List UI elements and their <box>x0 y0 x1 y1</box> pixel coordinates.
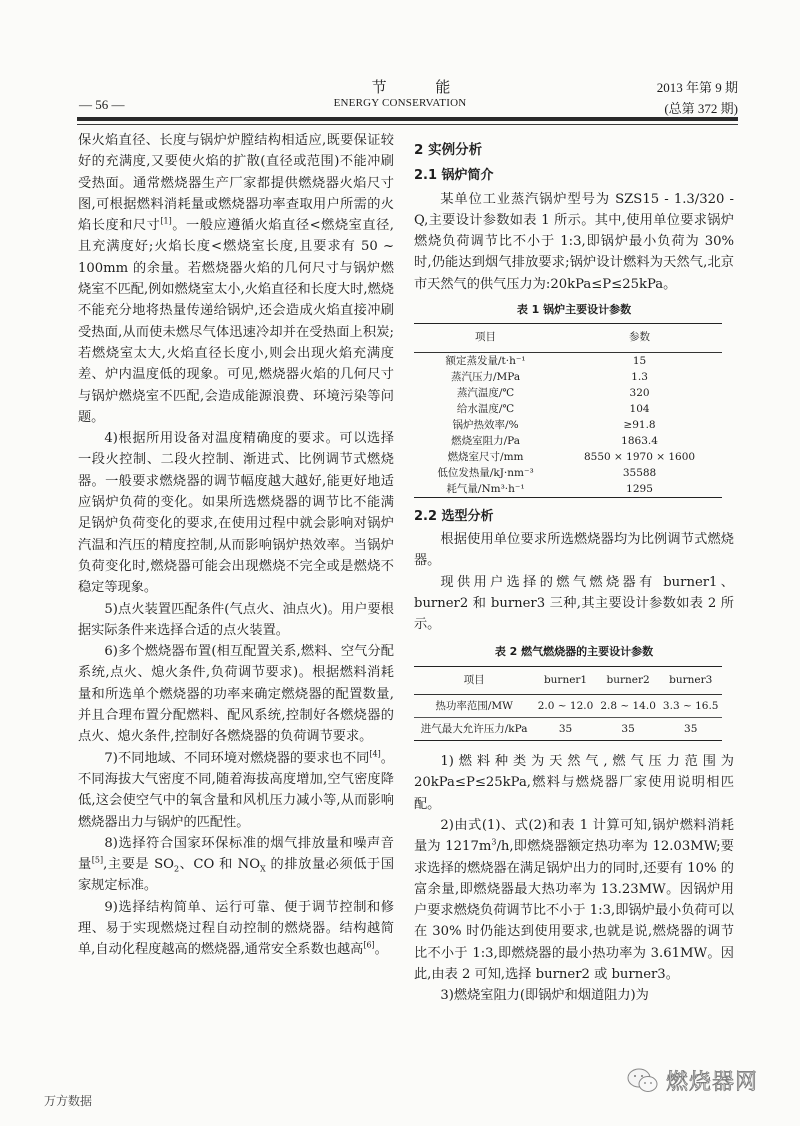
table-row <box>414 352 722 369</box>
text: 的排放量必须低于国家规定标准。 <box>78 857 395 894</box>
table-row <box>414 385 722 401</box>
source-label: 万方数据 <box>44 1094 93 1108</box>
table-cell: 1863.4 <box>621 434 658 447</box>
table-burner-parameters <box>414 666 722 741</box>
table-row <box>414 465 722 481</box>
table-cell: 1.3 <box>631 370 648 383</box>
subscript: X <box>260 864 266 874</box>
table-cell: 35 <box>621 723 635 736</box>
table-cell: 8550 × 1970 × 1600 <box>583 450 696 463</box>
table-row <box>414 481 722 498</box>
table-cell: 35 <box>684 723 698 736</box>
paragraph-item-4: 4)根据所用设备对温度精确度的要求。可以选择一段火控制、二段火控制、渐进式、比例调节式燃烧器。一般要求燃烧器的调节幅度越大越好,能更好地适应锅炉负荷的变化。如果所选燃烧器的调节比不能满足锅炉负荷变化的要求,在使用过程中就会影响对锅炉汽温和汽压的精度控制,从而影响锅炉热效率。当锅炉负荷变化时,燃烧器可能会出现燃烧不完全或是燃烧不稳定等现象。 <box>78 431 394 596</box>
table1-caption: 表 1 锅炉主要设计参数 <box>516 303 632 317</box>
journal-title-cn: 节 能 <box>371 78 473 96</box>
table-cell: 燃烧室阻力/Pa <box>451 434 520 447</box>
superscript: 3 <box>491 837 497 847</box>
table-cell: 额定蒸发量/t·h⁻¹ <box>445 354 526 367</box>
table-header: 项目 <box>463 673 485 686</box>
paragraph-item-8 <box>78 833 394 897</box>
table-header: burner3 <box>669 673 713 686</box>
text: 。一般应遵循火焰直径<燃烧室直径,且充满度好;火焰长度<燃烧室长度,且要求有 50 ~ 100mm 的余量。若燃烧器火焰的几何尺寸与锅炉燃烧室不匹配,例如燃烧室太小,火焰直径和长度大时,燃烧不能充分地将热量传递给锅炉,还会造成火焰直接冲刷受热面,从而使未燃尽气体迅速冷却并在受热面上积炭;若燃烧室太大,火焰直径长度小,则会出现火焰充满度差、炉内温度低的现象。可见,燃烧器火焰的几何尺寸与锅炉燃烧室不匹配,会造成能源浪费、环境污染等问题。 <box>78 218 395 425</box>
paragraph-item-9 <box>78 897 394 961</box>
table-row <box>414 433 722 449</box>
paragraph-item-7 <box>78 748 394 833</box>
watermark-text: 燃烧器网 <box>666 1070 759 1095</box>
table-cell: 耗气量/Nm³·h⁻¹ <box>446 482 525 495</box>
text: 9)选择结构简单、运行可靠、便于调节控制和修理、易于实现燃烧过程自动控制的燃烧器。结构越简单,自动化程度越高的燃烧器,通常安全系数也越高 <box>78 899 394 958</box>
table-cell: 15 <box>632 354 647 367</box>
text: 8)选择符合国家环保标准的烟气排放量和噪声音量 <box>78 835 394 873</box>
table-cell: 35 <box>558 723 573 736</box>
table-cell: 1295 <box>626 482 653 495</box>
paragraph-select-2: 现供用户选择的燃气燃烧器有 burner1、burner2 和 burner3 三种,其主要设计参数如表 2 所示。 <box>414 574 734 633</box>
table2-caption: 表 2 燃气燃烧器的主要设计参数 <box>494 645 654 659</box>
table-cell: 燃烧室尺寸/mm <box>447 450 524 463</box>
table-cell: 2.0 ~ 12.0 <box>534 695 597 718</box>
table-cell: 3.3 ~ 16.5 <box>659 695 722 718</box>
table-cell: 2.8 ~ 14.0 <box>597 695 660 718</box>
table-header-row <box>414 666 722 694</box>
table-boiler-parameters <box>414 323 722 497</box>
table-header: burner1 <box>543 673 588 686</box>
table-cell: 320 <box>629 386 650 399</box>
header-rule-thin <box>77 124 738 125</box>
issue-number: 2013 年第 9 期 <box>656 80 738 95</box>
table-cell: 蒸汽压力/MPa <box>450 370 521 383</box>
left-column <box>78 130 394 961</box>
table-header: 项目 <box>475 331 497 344</box>
subscript: 2 <box>173 864 180 874</box>
table-row <box>414 449 722 465</box>
section-heading-2-2: 2.2 选型分析 <box>414 508 494 524</box>
paragraph-boiler-intro: 某单位工业蒸汽锅炉型号为 SZS15 - 1.3/320 - Q,主要设计参数如表 1 所示。其中,使用单位要求锅炉燃烧负荷调节比不小于 1:3,即锅炉最小负荷为 30% 时,仍能达到烟气排放要求;锅炉设计燃料为天然气,北京市天然气的供气压力为:20kPa≤P≤25kPa。 <box>414 191 734 292</box>
page-number: — 56 — <box>79 97 125 112</box>
paragraph-item-5: 5)点火装置匹配条件(气点火、油点火)。用户要根据实际条件来选择合适的点火装置。 <box>78 601 394 638</box>
paragraph-item-6: 6)多个燃烧器布置(相互配置关系,燃料、空气分配系统,点火、熄火条件,负荷调节要求)。根据燃料消耗量和所选单个燃烧器的功率来确定燃烧器的配置数量,并且合理布置分配燃料、配风系统,控制好各燃烧器的点火、熄火条件,控制好各燃烧器的负荷调节要求。 <box>78 644 394 745</box>
paragraph-flame-size <box>78 130 394 428</box>
table-header: 参数 <box>629 331 651 344</box>
table-cell: 锅炉热效率/% <box>452 418 519 431</box>
table-cell: 104 <box>629 402 650 415</box>
table-cell: 给水温度/℃ <box>456 402 515 415</box>
text: 。 <box>374 942 388 958</box>
table-row <box>414 401 722 417</box>
text: /h,即燃烧器额定热功率为 12.03MW;要求选择的燃烧器在满足锅炉出力的同时,还要有 10% 的富余量,即燃烧器最大热功率为 13.23MW。因锅炉用户要求燃烧负荷调节比不小于 1:3,即锅炉最小负荷可以在 30% 时仍能达到使用要求,也就是说,燃烧器的调节比不小于 1:3,即燃烧器的最小热功率为 3.61MW。因此,由表 2 可知,选择 burner2 或 burner3。 <box>414 839 734 983</box>
table-row <box>414 369 722 385</box>
table-cell: 低位发热量/kJ·nm⁻³ <box>437 466 534 479</box>
table-cell: 热功率范围/MW <box>414 695 534 718</box>
citation: [5] <box>91 855 104 865</box>
citation: [6] <box>363 940 375 950</box>
citation: [4] <box>369 749 381 759</box>
table-cell: ≥91.8 <box>623 418 656 431</box>
table-header-row <box>414 324 722 352</box>
table-header: burner2 <box>606 673 650 686</box>
table-cell: 35588 <box>622 466 657 479</box>
table-cell: 进气最大允许压力/kPa <box>420 723 528 736</box>
table-row <box>414 695 722 718</box>
citation: [1] <box>160 216 172 226</box>
text: 保火焰直径、长度与锅炉炉膛结构相适应,既要保证较好的充满度,又要使火焰的扩散(直径或范围)不能冲刷受热面。通常燃烧器生产厂家都提供燃烧器火焰尺寸图,可根据燃料消耗量或燃烧器功率查取用户所需的火焰长度和尺寸 <box>78 133 394 234</box>
journal-title-en: ENERGY CONSERVATION <box>333 97 467 109</box>
paragraph-analysis-1: 1)燃料种类为天然气,燃气压力范围为 20kPa≤P≤25kPa,燃料与燃烧器厂家使用说明相匹配。 <box>414 754 734 812</box>
table-row <box>414 718 722 741</box>
text: 、CO 和 NO <box>179 857 261 873</box>
table-row <box>414 417 722 433</box>
text: ,主要是 SO <box>103 857 174 873</box>
right-column <box>414 130 734 1007</box>
issue-info <box>657 77 738 119</box>
header-rule-thick <box>77 117 738 121</box>
watermark <box>626 1065 758 1096</box>
wechat-icon <box>626 1066 660 1096</box>
paragraph-analysis-3: 3)燃烧室阻力(即锅炉和烟道阻力)为 <box>440 988 649 1004</box>
text: 7)不同地域、不同环境对燃烧器的要求也不同 <box>104 750 370 766</box>
paragraph-select-1: 根据使用单位要求所选燃烧器均为比例调节式燃烧器。 <box>414 531 734 569</box>
text: 。不同海拔大气密度不同,随着海拔高度增加,空气密度降低,这会使空气中的氧含量和风机压力减小等,从而影响燃烧器出力与锅炉的匹配性。 <box>78 750 394 830</box>
text: 2)由式(1)、式(2)和表 1 计算可知,锅炉燃料消耗量为 1217m <box>414 817 734 855</box>
issue-total: (总第 372 期) <box>664 101 738 116</box>
paragraph-analysis-2 <box>414 815 734 985</box>
table-cell: 蒸汽温度/℃ <box>456 386 515 399</box>
section-heading-2: 2 实例分析 <box>414 142 483 158</box>
section-heading-2-1: 2.1 锅炉简介 <box>414 168 494 184</box>
